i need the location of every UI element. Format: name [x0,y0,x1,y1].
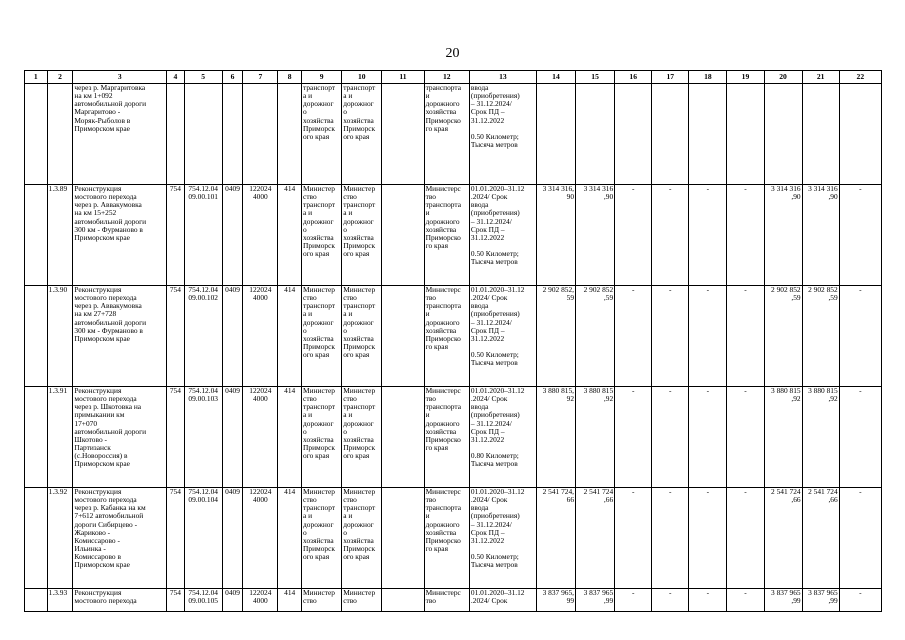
table-body [25,71,882,612]
table-cell-col-8: 414 [278,185,302,286]
table-cell-col-18: - [689,185,727,286]
table-cell-col-16: - [615,589,652,612]
table-cell-col-19: - [727,589,764,612]
table-cell-col-16: - [615,387,652,488]
column-number-header: 14 [536,71,575,84]
table-cell-col-8: 414 [278,387,302,488]
table-cell-col-12: Министерс тво транспорта и дорожного хозяйства Приморско го края [424,488,469,589]
column-number-header: 18 [689,71,727,84]
column-number-header: 1 [25,71,48,84]
table-cell-col-8: 414 [278,488,302,589]
table-cell-col-13: ввода (приобретения) – 31.12.2024/ Срок ПД – 31.12.2022 0.50 Километр; Тысяча метров [469,84,536,185]
table-cell-col-20: 3 314 316 ,90 [764,185,802,286]
table-cell-col-19 [727,84,764,185]
table-cell-col-18: - [689,286,727,387]
column-number-header: 17 [652,71,689,84]
table-cell-col-7: 122024 4000 [243,488,278,589]
table-cell-col-6: 0409 [222,488,243,589]
table-cell-col-3: Реконструкция мостового перехода через р. Шкотовка на примыкании км 17+070 автомобильной дороги Шкотово - Партизанск (с.Новороссия) в Приморском крае [73,387,167,488]
table-cell-col-2: 1.3.91 [47,387,73,488]
table-cell-col-19: - [727,488,764,589]
table-cell-col-7: 122024 4000 [243,286,278,387]
column-number-header: 20 [764,71,802,84]
column-number-header: 5 [184,71,222,84]
table-cell-col-11 [382,387,424,488]
column-number-header: 4 [167,71,185,84]
table-cell-col-5: 754.12.04 09.00.104 [184,488,222,589]
column-number-header: 2 [47,71,73,84]
table-cell-col-19: - [727,185,764,286]
table-cell-col-8: 414 [278,286,302,387]
table-cell-col-5: 754.12.04 09.00.105 [184,589,222,612]
table-cell-col-15: 2 541 724 ,66 [576,488,615,589]
table-cell-col-11 [382,286,424,387]
table-cell-col-10: Министер ство [342,589,382,612]
column-number-header: 7 [243,71,278,84]
table-cell-col-10: Министер ство транспорт а и дорожног о хозяйства Приморск ого края [342,488,382,589]
page-number: 20 [445,46,460,61]
table-cell-col-18: - [689,488,727,589]
table-cell-col-21: 3 880 815 ,92 [802,387,839,488]
table-cell-col-8: 414 [278,589,302,612]
table-cell-col-22: - [839,589,881,612]
table-cell-col-20: 2 902 852 ,59 [764,286,802,387]
table-cell-col-19: - [727,286,764,387]
table-cell-col-15: 3 837 965 ,99 [576,589,615,612]
table-cell-col-22: - [839,387,881,488]
table-cell-col-3: Реконструкция мостового перехода через р. Кабанка на км 7+612 автомобильной дороги Сибирцево - Жариково - Комиссарово - Ильинка - Комиссарово в Приморском крае [73,488,167,589]
column-number-header: 9 [302,71,342,84]
table-row [25,387,882,488]
table-cell-col-2: 1.3.90 [47,286,73,387]
table-cell-col-9: транспорт а и дорожног о хозяйства Приморск ого края [302,84,342,185]
table-cell-col-17: - [652,589,689,612]
table-cell-col-15: 3 880 815 ,92 [576,387,615,488]
table-cell-col-3: Реконструкция мостового перехода [73,589,167,612]
table-cell-col-18: - [689,589,727,612]
table-cell-col-1 [25,84,48,185]
table-cell-col-21: 2 902 852 ,59 [802,286,839,387]
column-number-header: 13 [469,71,536,84]
table-cell-col-6: 0409 [222,185,243,286]
table-cell-col-11 [382,589,424,612]
table-cell-col-14: 2 902 852, 59 [536,286,575,387]
table-cell-col-8 [278,84,302,185]
table-row [25,488,882,589]
table-cell-col-9: Министер ство [302,589,342,612]
table-cell-col-16: - [615,286,652,387]
table-cell-col-9: Министер ство транспорт а и дорожног о хозяйства Приморск ого края [302,488,342,589]
table-cell-col-16: - [615,488,652,589]
table-cell-col-13: 01.01.2020–31.12 .2024/ Срок [469,589,536,612]
column-number-header: 15 [576,71,615,84]
table-cell-col-21: 3 837 965 ,99 [802,589,839,612]
table-cell-col-11 [382,185,424,286]
table-cell-col-14 [536,84,575,185]
table-cell-col-22: - [839,286,881,387]
table-cell-col-16 [615,84,652,185]
table-cell-col-4: 754 [167,488,185,589]
table-cell-col-5: 754.12.04 09.00.103 [184,387,222,488]
table-cell-col-22: - [839,185,881,286]
table-cell-col-15: 3 314 316 ,90 [576,185,615,286]
table-cell-col-10: Министер ство транспорт а и дорожног о хозяйства Приморск ого края [342,286,382,387]
table-cell-col-7: 122024 4000 [243,589,278,612]
table-row [25,589,882,612]
table-cell-col-4: 754 [167,286,185,387]
table-cell-col-3: Реконструкция мостового перехода через р. Аввакумовка на км 15+252 автомобильной дороги 300 км - Фурманово в Приморском крае [73,185,167,286]
table-cell-col-2: 1.3.92 [47,488,73,589]
table-cell-col-11 [382,488,424,589]
table-cell-col-22 [839,84,881,185]
column-number-header: 3 [73,71,167,84]
table-cell-col-7: 122024 4000 [243,387,278,488]
table-cell-col-5 [184,84,222,185]
table-cell-col-7: 122024 4000 [243,185,278,286]
table-cell-col-12: Министерс тво [424,589,469,612]
table-cell-col-20 [764,84,802,185]
table-cell-col-1 [25,589,48,612]
table-cell-col-5: 754.12.04 09.00.101 [184,185,222,286]
table-cell-col-19: - [727,387,764,488]
table-cell-col-20: 3 837 965 ,99 [764,589,802,612]
table-cell-col-17: - [652,286,689,387]
column-number-header: 16 [615,71,652,84]
table-cell-col-1 [25,488,48,589]
table-cell-col-9: Министер ство транспорт а и дорожног о хозяйства Приморск ого края [302,286,342,387]
table-cell-col-15: 2 902 852 ,59 [576,286,615,387]
column-number-header: 8 [278,71,302,84]
table-cell-col-4: 754 [167,387,185,488]
table-cell-col-6: 0409 [222,589,243,612]
table-cell-col-9: Министер ство транспорт а и дорожног о хозяйства Приморск ого края [302,185,342,286]
table-cell-col-10: Министер ство транспорт а и дорожног о хозяйства Приморск ого края [342,387,382,488]
table-cell-col-11 [382,84,424,185]
table-cell-col-18: - [689,387,727,488]
column-number-header: 11 [382,71,424,84]
table-cell-col-17: - [652,387,689,488]
table-cell-col-5: 754.12.04 09.00.102 [184,286,222,387]
table-cell-col-4: 754 [167,185,185,286]
table-cell-col-1 [25,387,48,488]
table-cell-col-22: - [839,488,881,589]
table-cell-col-13: 01.01.2020–31.12 .2024/ Срок ввода (приобретения) – 31.12.2024/ Срок ПД – 31.12.2022 0.50 Километр; Тысяча метров [469,488,536,589]
table-cell-col-6 [222,84,243,185]
table-cell-col-4 [167,84,185,185]
table-cell-col-16: - [615,185,652,286]
table-cell-col-13: 01.01.2020–31.12 .2024/ Срок ввода (приобретения) – 31.12.2024/ Срок ПД – 31.12.2022 0.80 Километр; Тысяча метров [469,387,536,488]
table-cell-col-1 [25,185,48,286]
table-cell-col-3: Реконструкция мостового перехода через р. Аввакумовка на км 27+728 автомобильной дороги 300 км - Фурманово в Приморском крае [73,286,167,387]
table-cell-col-14: 3 314 316, 90 [536,185,575,286]
investment-table [24,70,882,612]
table-cell-col-20: 2 541 724 ,66 [764,488,802,589]
table-cell-col-15 [576,84,615,185]
table-cell-col-14: 3 880 815, 92 [536,387,575,488]
table-cell-col-14: 3 837 965, 99 [536,589,575,612]
table-cell-col-13: 01.01.2020–31.12 .2024/ Срок ввода (приобретения) – 31.12.2024/ Срок ПД – 31.12.2022 0.50 Километр; Тысяча метров [469,185,536,286]
table-cell-col-17: - [652,488,689,589]
column-number-header: 10 [342,71,382,84]
table-cell-col-3: через р. Маргаритовка на км 1+092 автомобильной дороги Маргаритово - Моряк-Рыболов в Приморском крае [73,84,167,185]
table-cell-col-12: транспорта и дорожного хозяйства Приморско го края [424,84,469,185]
column-number-header: 12 [424,71,469,84]
table-cell-col-1 [25,286,48,387]
table-cell-col-2 [47,84,73,185]
table-cell-col-12: Министерс тво транспорта и дорожного хозяйства Приморско го края [424,185,469,286]
column-number-header: 19 [727,71,764,84]
column-number-header: 21 [802,71,839,84]
table-cell-col-9: Министер ство транспорт а и дорожног о хозяйства Приморск ого края [302,387,342,488]
table-cell-col-21: 3 314 316 ,90 [802,185,839,286]
table-row [25,84,882,185]
table-cell-col-2: 1.3.89 [47,185,73,286]
table-cell-col-17 [652,84,689,185]
header-row [25,71,882,84]
table-cell-col-10: транспорт а и дорожног о хозяйства Приморск ого края [342,84,382,185]
column-number-header: 22 [839,71,881,84]
table-row [25,185,882,286]
table-cell-col-21 [802,84,839,185]
table-row [25,286,882,387]
table-cell-col-14: 2 541 724, 66 [536,488,575,589]
table-cell-col-21: 2 541 724 ,66 [802,488,839,589]
table-cell-col-18 [689,84,727,185]
table-cell-col-13: 01.01.2020–31.12 .2024/ Срок ввода (приобретения) – 31.12.2024/ Срок ПД – 31.12.2022 0.50 Километр; Тысяча метров [469,286,536,387]
table-cell-col-6: 0409 [222,387,243,488]
column-number-header: 6 [222,71,243,84]
table-cell-col-6: 0409 [222,286,243,387]
table-cell-col-10: Министер ство транспорт а и дорожног о хозяйства Приморск ого края [342,185,382,286]
table-cell-col-20: 3 880 815 ,92 [764,387,802,488]
table-cell-col-7 [243,84,278,185]
table-cell-col-2: 1.3.93 [47,589,73,612]
table-cell-col-12: Министерс тво транспорта и дорожного хозяйства Приморско го края [424,286,469,387]
table-cell-col-17: - [652,185,689,286]
table-cell-col-4: 754 [167,589,185,612]
table-cell-col-12: Министерс тво транспорта и дорожного хозяйства Приморско го края [424,387,469,488]
